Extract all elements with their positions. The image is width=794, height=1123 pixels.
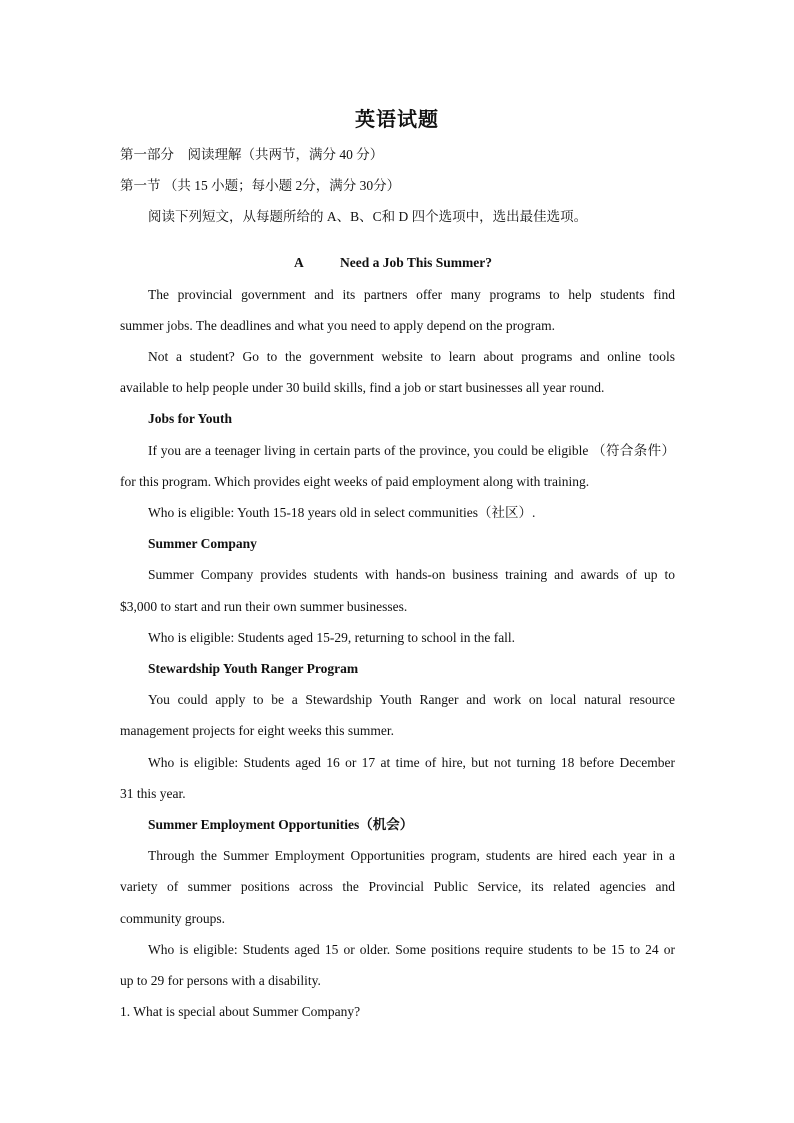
instruction-text: 阅读下列短文，从每题所给的 A、B、C和 D 四个选项中，选出最佳选项。 [148,209,588,224]
intro-paragraph-1-line-1: The provincial government and its partners offer many programs to help students find [148,287,675,302]
section-heading-jobs-for-youth: Jobs for Youth [148,411,233,426]
question-1-stem: 1. What is special about Summer Company? [120,1004,361,1019]
summer-employment-desc-line-2: variety of summer positions across the Provincial Public Service, its related agencies and [120,879,675,894]
section-heading-summer-employment: Summer Employment Opportunities（机会） [148,817,414,832]
part-heading: 第一部分 阅读理解（共两节，满分 40 分） [120,147,384,162]
summer-employment-desc-line-3: community groups. [120,911,225,926]
exam-title: 英语试题 [355,109,439,131]
summer-employment-desc-line-1: Through the Summer Employment Opportunities program, students are hired each year in a [148,848,675,863]
summer-company-desc-line-2: $3,000 to start and run their own summer businesses. [120,599,408,614]
passage-letter: A [294,255,304,270]
section-heading-stewardship: Stewardship Youth Ranger Program [148,661,359,676]
section-heading-summer-company: Summer Company [148,536,257,551]
summer-employment-eligibility-line-1: Who is eligible: Students aged 15 or older. Some positions require students to be 15 to 24 or [148,942,675,957]
summer-company-desc-line-1: Summer Company provides students with hands-on business training and awards of up to [148,567,675,582]
intro-paragraph-2-line-1: Not a student? Go to the government website to learn about programs and online tools [148,349,675,364]
jobs-for-youth-desc-line-1: If you are a teenager living in certain parts of the province, you could be eligible （符合条件） [148,443,675,458]
summer-company-eligibility: Who is eligible: Students aged 15-29, returning to school in the fall. [148,630,516,645]
stewardship-desc-line-2: management projects for eight weeks this summer. [120,723,395,738]
jobs-for-youth-eligibility: Who is eligible: Youth 15-18 years old in select communities（社区）. [148,505,536,520]
section-heading: 第一节 （共 15 小题；每小题 2分，满分 30分） [120,178,401,193]
jobs-for-youth-desc-line-2: for this program. Which provides eight weeks of paid employment along with training. [120,474,590,489]
passage-title: Need a Job This Summer? [340,255,493,270]
stewardship-desc-line-1: You could apply to be a Stewardship Youth Ranger and work on local natural resource [148,692,675,707]
intro-paragraph-1-line-2: summer jobs. The deadlines and what you need to apply depend on the program. [120,318,556,333]
intro-paragraph-2-line-2: available to help people under 30 build skills, find a job or start businesses all year round. [120,380,605,395]
summer-employment-eligibility-line-2: up to 29 for persons with a disability. [120,973,321,988]
stewardship-eligibility-line-1: Who is eligible: Students aged 16 or 17 at time of hire, but not turning 18 before December [148,755,675,770]
stewardship-eligibility-line-2: 31 this year. [120,786,186,801]
